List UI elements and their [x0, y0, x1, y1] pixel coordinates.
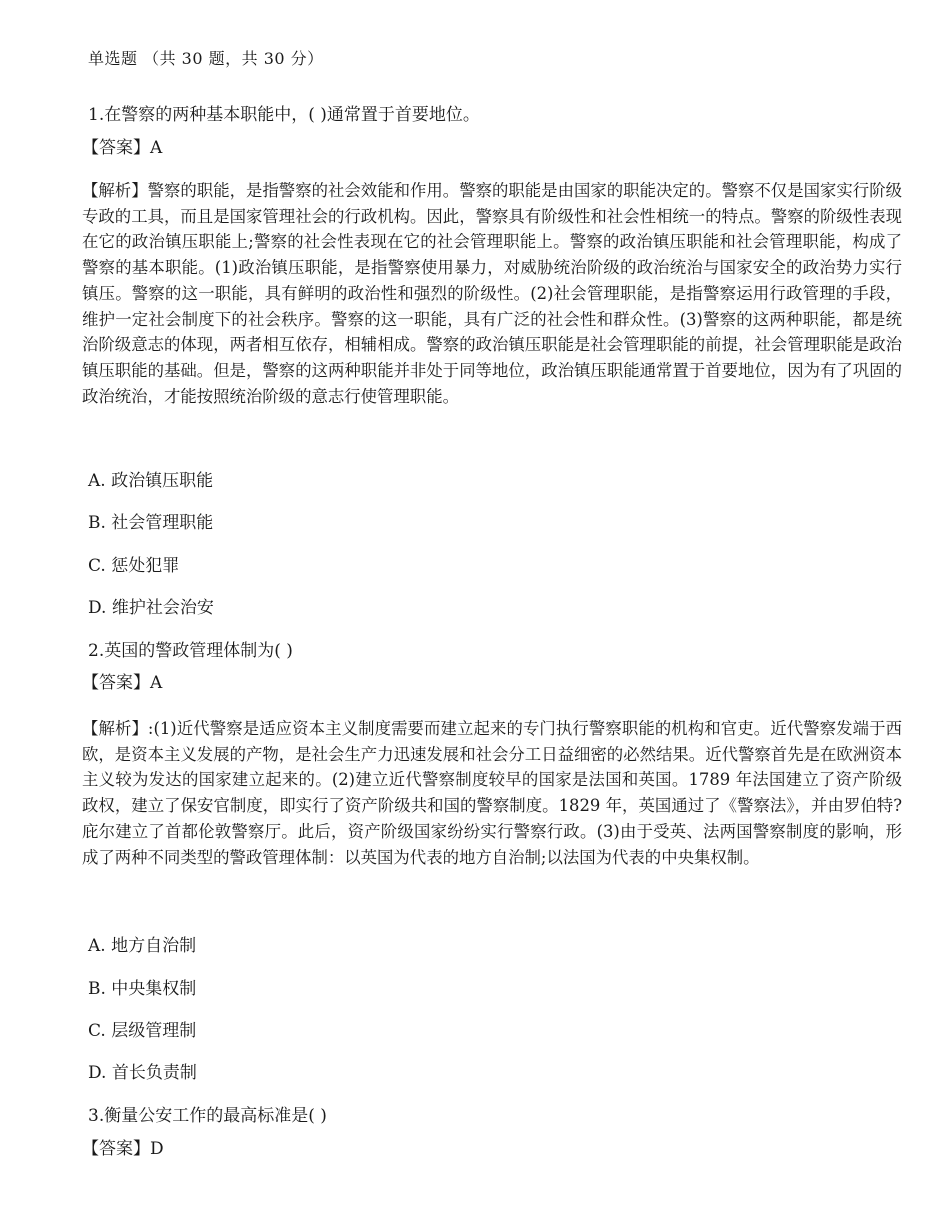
question-2-analysis-wrap	[82, 716, 902, 870]
question-1-analysis-wrap	[82, 178, 902, 409]
answer-label: 【答案】D	[82, 1139, 164, 1159]
option-c: C. 层级管理制	[88, 1021, 197, 1041]
question-2-option-a	[88, 934, 902, 958]
question-1-answer-wrap	[82, 136, 902, 160]
option-d: D. 首长负责制	[88, 1063, 197, 1083]
option-a: A. 政治镇压职能	[88, 471, 214, 491]
question-2	[88, 639, 902, 663]
option-b: B. 中央集权制	[88, 979, 197, 999]
option-c: C. 惩处犯罪	[88, 556, 180, 576]
question-1	[88, 103, 902, 127]
section-header: 单选题 （共 30 题，共 30 分）	[88, 49, 324, 68]
analysis-text: 【解析】警察的职能，是指警察的社会效能和作用。警察的职能是由国家的职能决定的。警察不仅是国家实行阶级专政的工具，而且是国家管理社会的行政机构。因此，警察具有阶级性和社会性相统一的特点。警察的阶级性表现在它的政治镇压职能上;警察的社会性表现在它的社会管理职能上。警察的政治镇压职能和社会管理职能，构成了警察的基本职能。(1)政治镇压职能，是指警察使用暴力，对威胁统治阶级的政治统治与国家安全的政治势力实行镇压。警察的这一职能，具有鲜明的政治性和强烈的阶级性。(2)社会管理职能，是指警察运用行政管理的手段，维护一定社会制度下的社会秩序。警察的这一职能，具有广泛的社会性和群众性。(3)警察的这两种职能，都是统治阶级意志的体现，两者相互依存，相辅相成。警察的政治镇压职能是社会管理职能的前提，社会管理职能是政治镇压职能的基础。但是，警察的这两种职能并非处于同等地位，政治镇压职能通常置于首要地位，因为有了巩固的政治统治，才能按照统治阶级的意志行使管理职能。	[82, 181, 902, 406]
question-stem: 3.衡量公安工作的最高标准是( )	[88, 1106, 327, 1126]
question-2-option-b	[88, 977, 902, 1001]
question-2-option-d	[88, 1061, 902, 1085]
question-stem: 2.英国的警政管理体制为( )	[88, 641, 293, 661]
option-b: B. 社会管理职能	[88, 513, 214, 533]
question-1-option-d	[88, 596, 902, 620]
analysis-text: 【解析】:(1)近代警察是适应资本主义制度需要而建立起来的专门执行警察职能的机构和官吏。近代警察发端于西欧，是资本主义发展的产物，是社会生产力迅速发展和社会分工日益细密的必然结果。近代警察首先是在欧洲资本主义较为发达的国家建立起来的。(2)建立近代警察制度较早的国家是法国和英国。1789 年法国建立了资产阶级政权，建立了保安官制度，即实行了资产阶级共和国的警察制度。1829 年，英国通过了《警察法》，并由罗伯特?庇尔建立了首都伦敦警察厅。此后，资产阶级国家纷纷实行警察行政。(3)由于受英、法两国警察制度的影响，形成了两种不同类型的警政管理体制：以英国为代表的地方自治制;以法国为代表的中央集权制。	[82, 719, 902, 867]
question-1-option-c	[88, 554, 902, 578]
answer-label: 【答案】A	[82, 138, 163, 158]
answer-label: 【答案】A	[82, 673, 163, 693]
question-1-option-a	[88, 469, 902, 493]
question-3-answer-wrap	[82, 1137, 902, 1161]
option-d: D. 维护社会治安	[88, 598, 214, 618]
question-1-option-b	[88, 511, 902, 535]
question-stem: 1.在警察的两种基本职能中，( )通常置于首要地位。	[88, 105, 480, 125]
question-2-answer-wrap	[82, 671, 902, 695]
question-2-option-c	[88, 1019, 902, 1043]
question-3	[88, 1104, 902, 1128]
option-a: A. 地方自治制	[88, 936, 197, 956]
